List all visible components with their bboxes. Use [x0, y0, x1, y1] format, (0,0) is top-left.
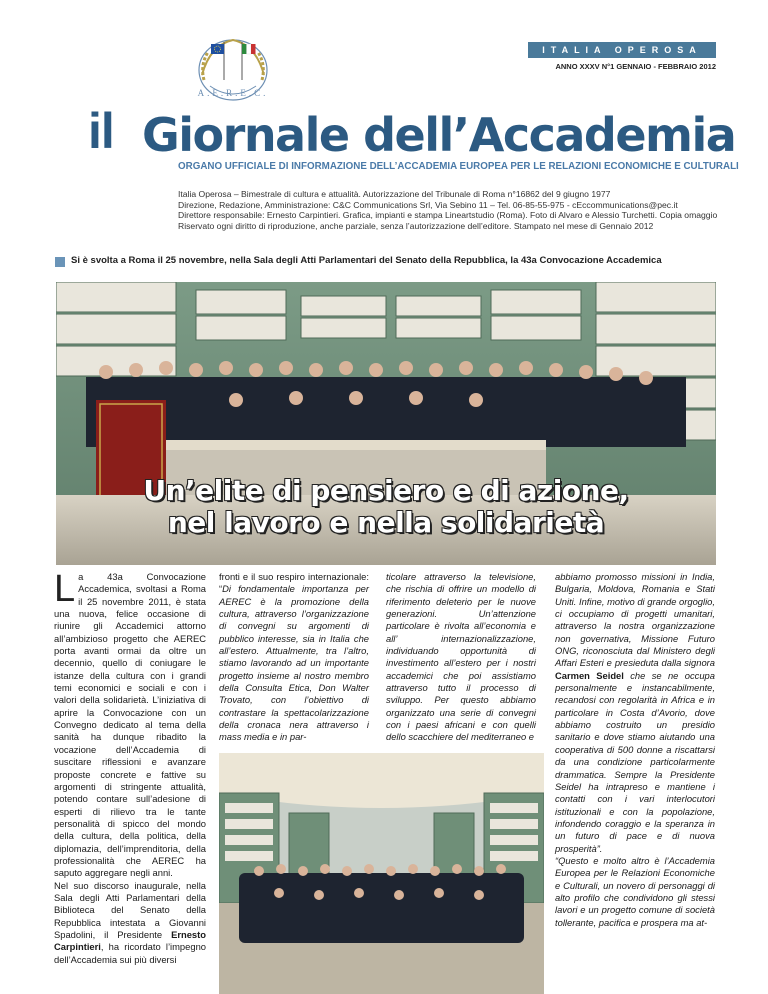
column-text: , ha ricordato l’impegno dell’Accademia sui più diversi [54, 941, 206, 965]
article-column-4 [555, 571, 715, 929]
article-column-3 [386, 571, 536, 744]
drop-cap: L [54, 568, 76, 610]
academy-logo [180, 20, 286, 106]
imprint-line: Direzione, Redazione, Amministrazione: C&C Communications Srl, Via Sebino 11 – Tel. 06-85-55-975 - cEccommunications@pec.it [178, 199, 678, 210]
article-column-2 [219, 571, 369, 744]
square-bullet-icon [55, 257, 65, 267]
section-kicker: Si è svolta a Roma il 25 novembre, nella Sala degli Atti Parlamentari del Senato della Repubblica, la 43a Convocazione Accademica [71, 255, 662, 266]
person-name: Carmen Seidel [555, 669, 624, 681]
newspaper-title: Giornale dell’Accademia [142, 108, 736, 162]
headline-line: nel lavoro e nella solidarietà [167, 506, 605, 539]
issue-info: ANNO XXXV N°1 GENNAIO - FEBBRAIO 2012 [555, 62, 716, 71]
imprint-line: Italia Operosa – Bimestrale di cultura e attualità. Autorizzazione del Tribunale di Roma n°16862 del 9 giugno 1977 [178, 189, 611, 199]
headline-line: Un’elite di pensiero e di azione, [143, 474, 629, 507]
column-text: a 43a Convocazione Accademica, svoltasi a Roma il 25 novembre 2011, è stata una nuova, felice occasione di riunire gli Accademici attorno all’ambizioso progetto che AEREC porta avanti ormai da oltre un decennio, quello di coniugare le istanze della cultura con i grandi temi economici e sociali e con i valori della solidarietà. L’iniziativa di aprire la Convocazione con un Convegno dedicato al tema della sanità ha dunque ribadito la vocazione dell’Accademia di suscitare riflessioni e avanzare proposte concrete e fattive su argomenti di stringente attualità, potendo contare sull’adesione di esperti di rilievo tra le tante personalità di spicco del mondo della cultura, della politica, della diplomazia, dell’imprenditoria, della professionalità che AEREC ha saputo aggregare negli anni. [54, 571, 206, 879]
column-text: ticolare attraverso la televisione, che rischia di offrire un modello di riferimento deleterio per le nuove generazioni. Un’attenzione particolare è rivolta all’economia e all’ internazionalizzazione, individuando opportunità di investimento all’estero per i nostri accademici che poi assistiamo attraverso tutto il processo di sviluppo. Per questo abbiamo organizzato una serie di convegni con i paesi africani e con quelli dello scacchiere del mediterraneo e [386, 571, 536, 743]
column-text: che se ne occupa personalmente e instancabilmente, recandosi con regolarità in Africa e in particolare in Costa d’Avorio, dove abbiamo costruito un presidio sanitario e dove stiamo aiutando una cooperativa di 500 donne a riscattarsi da una condizione particolarmente drammatica. Sempre la Presidente Seidel ha intrapreso e mantiene i contatti con i vari interlocutori istituzionali e con la popolazione, infondendo coraggio e la speranza in un futuro di pace e di nuova prosperità”. [555, 669, 715, 854]
column-text: Nel suo discorso inaugurale, nella Sala degli Atti Parlamentari della Biblioteca del Senato della Repubblica intestata a Giovanni Spadolini, il Presidente [54, 879, 206, 940]
imprint-line: Direttore responsabile: Ernesto Carpintieri. Grafica, impianti e stampa Lineartstudio (Roma). Foto di Alvaro e Alessio Turchetti. Copia omaggio [178, 210, 718, 221]
article-headline [56, 475, 716, 539]
column-text: abbiamo promosso missioni in India, Bulgaria, Moldova, Romania e Stati Uniti. Infine, motivo di grande orgoglio, ci occupiamo di progetti umanitari, attraverso la nostra organizzazione non governativa, Missione Futuro ONG, riconosciuta dal Ministero degli Affari Esteri e presieduta dalla signora [555, 571, 715, 669]
imprint-line: Riservato ogni diritto di riproduzione, anche parziale, senza l’autorizzazione dell’editore. Stampato nel mese di Gennaio 2012 [178, 220, 654, 231]
article-column-1 [54, 568, 206, 966]
person-name: Ernesto Carpintieri [54, 928, 206, 953]
newspaper-subtitle: ORGANO UFFICIALE DI INFORMAZIONE DELL’ACCADEMIA EUROPEA PER LE RELAZIONI ECONOMICHE E CULTURALI [178, 161, 739, 172]
column-text: “Questo e molto altro è l’Accademia Europea per le Relazioni Economiche e Culturali, un novero di personaggi di alto profilo che condividono gli stessi lavori e un progetto comune di società tollerante, pacifica e prospera ma at- [555, 854, 715, 928]
title-prefix: il [88, 103, 114, 159]
logo-text: A.E.R.E.C. [197, 88, 269, 98]
column-text: fronti e il suo respiro internazionale: “ [219, 571, 369, 595]
quote-text: Di fondamentale importanza per AEREC è la promozione della cultura, attraverso l’organizzazione di convegni su argomenti di pubblico interesse, sia in Italia che all’estero. Attualmente, tra l’altro, stiamo lavorando ad un importante progetto insieme al nostro membro della Consulta Etica, Don Walter Trovato, con l’obiettivo di contrastare la spettacolarizzazione della cronaca nera attraverso i mass media e in par- [219, 583, 369, 743]
tagline-bar: ITALIA OPEROSA [528, 42, 716, 58]
imprint-block [178, 189, 738, 231]
audience-photo [219, 753, 544, 994]
